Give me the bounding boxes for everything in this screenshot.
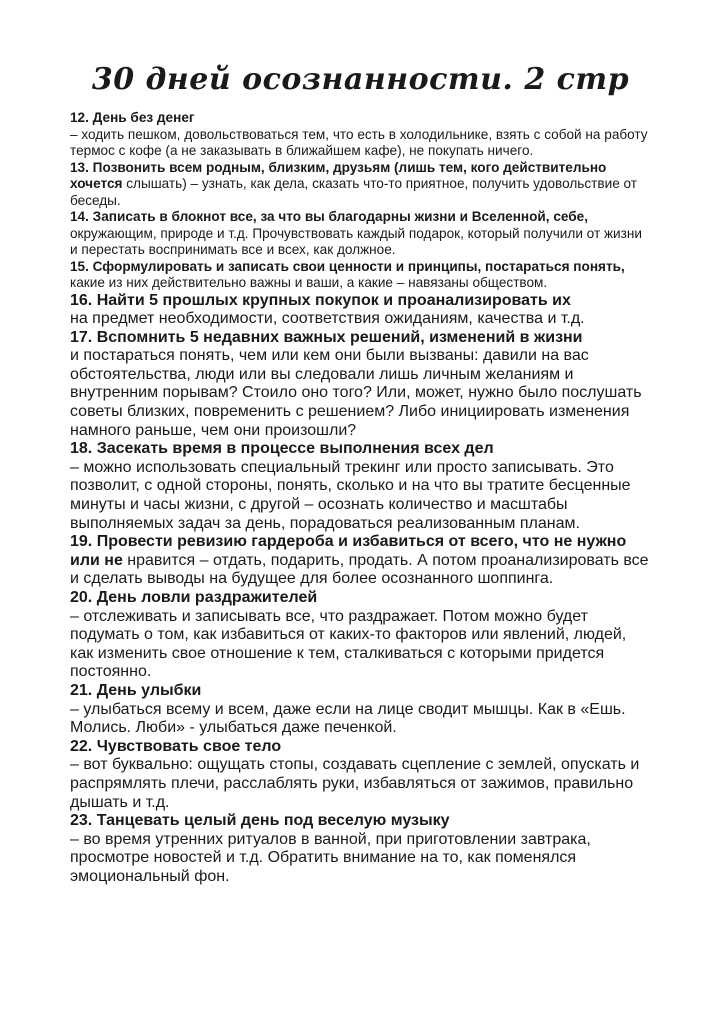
list-item-13 (70, 160, 650, 210)
item-heading: 13. Позвонить всем родным, близким, друзьям (лишь тем, кого действительно хочется (70, 159, 607, 191)
item-body: – во время утренних ритуалов в ванной, при приготовлении завтрака, просмотре новостей и т.д. Обратить внимание на то, как поменялся эмоциональный фон. (70, 830, 591, 885)
item-heading: 23. Танцевать целый день под веселую музыку (70, 812, 450, 830)
item-heading: 22. Чувствовать свое тело (70, 737, 282, 755)
item-body: – ходить пешком, довольствоваться тем, что есть в холодильнике, взять с собой на работу термос с кофе (а не заказывать в ближайшем кафе), не покупать ничего. (70, 126, 648, 158)
item-heading: 18. Засекать время в процессе выполнения всех дел (70, 440, 494, 458)
item-body: – вот буквально: ощущать стопы, создавать сцепление с землей, опускать и распрямлять плечи, расслаблять руки, избавляться от зажимов, правильно дышать и т.д. (70, 756, 640, 811)
list-item-19 (70, 533, 650, 589)
item-heading: 12. День без денег (70, 110, 195, 125)
item-body: и постараться понять, чем или кем они были вызваны: давили на вас обстоятельства, люди или вы следовали лишь личным желаниям и внутренним порывам? Стоило оно того? Или, может, нужно было послушать советы близких, повременить с решением? Либо инициировать изменения намного раньше, чем они произошли? (70, 347, 642, 439)
item-body: – отслеживать и записывать все, что раздражает. Потом можно будет подумать о том, как избавиться от каких-то факторов или явлений, людей, как изменить свое отношение к тем, сталкиваться с которыми придется постоянно. (70, 607, 627, 681)
document-body (70, 110, 650, 887)
item-heading: 14. Записать в блокнот все, за что вы благодарны жизни и Вселенной, себе, (70, 209, 589, 224)
item-heading-tail: нравится – отдать, подарить, продать. А потом проанализировать все и сделать выводы на будущее для более осознанного шоппинга. (70, 551, 649, 588)
item-heading-tail: окружающим, природе и т.д. Прочувствовать каждый подарок, который получили от жизни и перестать воспринимать все и всех, как должное. (70, 225, 642, 257)
item-body: – улыбаться всему и всем, даже если на лице сводит мышцы. Как в «Ешь. Молись. Люби» - улыбаться даже печенкой. (70, 700, 626, 737)
list-item-12 (70, 110, 650, 160)
item-heading: 15. Сформулировать и записать свои ценности и принципы, постараться понять, (70, 258, 625, 274)
item-heading: 19. Провести ревизию гардероба и избавиться от всего, что не нужно или не (70, 533, 627, 569)
item-body: какие из них действительно важны и ваши, а какие – навязаны обществом. (70, 275, 548, 290)
list-item-20 (70, 589, 650, 682)
list-item-15 (70, 259, 650, 292)
item-heading-tail: слышать) – узнать, как дела, сказать что-то приятное, получить удовольствие от беседы. (70, 176, 638, 208)
item-body: – можно использовать специальный трекинг или просто записывать. Это позволит, с одной стороны, понять, сколько и на что вы тратите бесценные минуты и часы жизни, с другой – осознать количество и масштабы выполняемых задач за день, порадоваться реализованным планам. (70, 458, 631, 532)
list-item-23 (70, 812, 650, 886)
list-item-18 (70, 440, 650, 533)
item-heading: 16. Найти 5 прошлых крупных покупок и проанализировать их (70, 291, 571, 309)
item-heading: 20. День ловли раздражителей (70, 589, 318, 606)
list-item-17 (70, 329, 650, 441)
item-heading: 17. Вспомнить 5 недавних важных решений, изменений в жизни (70, 328, 583, 346)
list-item-22 (70, 738, 650, 812)
page-title: 30 дней осознанности. 2 стр (91, 62, 630, 97)
item-body: на предмет необходимости, соответствия ожиданиям, качества и т.д. (70, 310, 585, 328)
list-item-14 (70, 209, 650, 259)
list-item-21 (70, 682, 650, 738)
item-heading: 21. День улыбки (70, 681, 202, 699)
list-item-16 (70, 292, 650, 329)
